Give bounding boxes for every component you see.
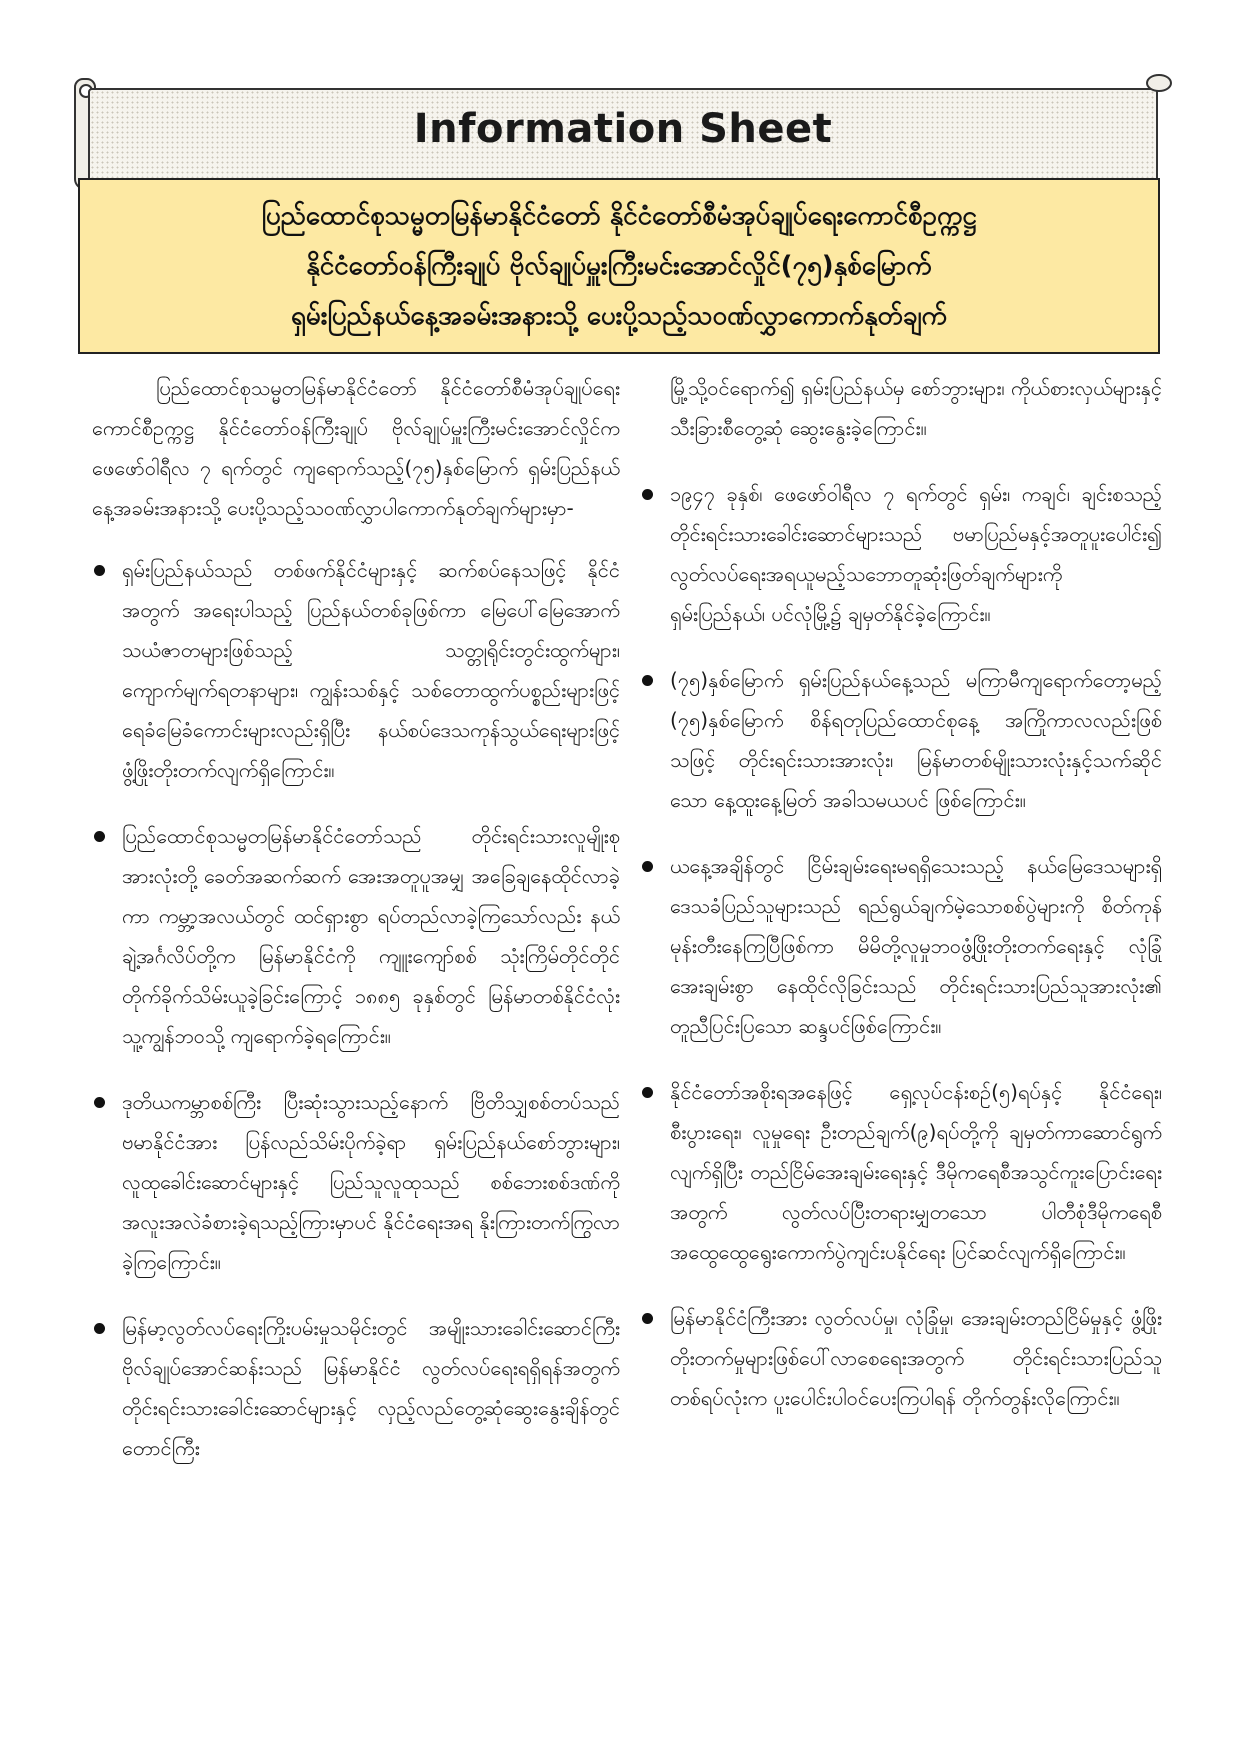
headline-box bbox=[78, 178, 1160, 354]
bullet-item bbox=[640, 474, 1162, 634]
bullet-item bbox=[92, 550, 620, 790]
bullet-text: ၁၉၄၇ ခုနှစ်၊ ဖေဖော်ဝါရီလ ၇ ရက်တွင် ရှမ်း၊ ကချင်၊ ချင်းစသည့် တိုင်းရင်းသားခေါင်းဆောင်များသည် ဗမာပြည်မနှင့်အတူပူးပေါင်း၍ လွတ်လပ်ရေးအရယူမည့်သဘောတူဆုံးဖြတ်ချက်များကို ရှမ်းပြည်နယ်၊ ပင်လုံမြို့၌ ချမှတ်နိုင်ခဲ့ကြောင်း။ bbox=[670, 482, 1162, 626]
bullet-item bbox=[92, 816, 620, 1056]
right-column bbox=[640, 368, 1162, 1444]
bullet-text: ယနေ့အချိန်တွင် ငြိမ်းချမ်းရေးမရရှိသေးသည့် နယ်မြေဒေသများရှိ ဒေသခံပြည်သူများသည် ရည်ရွယ်ချက်မဲ့သောစစ်ပွဲများကို စိတ်ကုန်မုန်းတီးနေကြပြီဖြစ်ကာ မိမိတို့လူမှုဘဝဖွံ့ဖြိုးတိုးတက်ရေးနှင့် လုံခြုံအေးချမ်းစွာ နေထိုင်လိုခြင်းသည် တိုင်းရင်းသားပြည်သူအားလုံး၏ တူညီပြင်းပြသော ဆန္ဒပင်ဖြစ်ကြောင်း။ bbox=[670, 854, 1162, 1038]
page-title: Information Sheet bbox=[413, 106, 833, 152]
bullet-text: ရှမ်းပြည်နယ်သည် တစ်ဖက်နိုင်ငံများနှင့် ဆက်စပ်နေသဖြင့် နိုင်ငံအတွက် အရေးပါသည့် ပြည်နယ်တစ်ခုဖြစ်ကာ မြေပေါ်မြေအောက်သယံဇာတများဖြစ်သည့် သတ္တုရိုင်းတွင်းထွက်များ၊ ကျောက်မျက်ရတနာများ၊ ကျွန်းသစ်နှင့် သစ်တောထွက်ပစ္စည်းများဖြင့် ရေခံမြေခံကောင်းများလည်းရှိပြီး နယ်စပ်ဒေသကုန်သွယ်ရေးများဖြင့် ဖွံ့ဖြိုးတိုးတက်လျက်ရှိကြောင်း။ bbox=[122, 558, 620, 782]
bullet-item bbox=[640, 1072, 1162, 1272]
bullet-text: မြန်မာ့လွတ်လပ်ရေးကြိုးပမ်းမှုသမိုင်းတွင် အမျိုးသားခေါင်းဆောင်ကြီး ဗိုလ်ချုပ်အောင်ဆန်းသည် မြန်မာနိုင်ငံ လွတ်လပ်ရေးရရှိရန်အတွက် တိုင်းရင်းသားခေါင်းဆောင်များနှင့် လှည့်လည်တွေ့ဆုံဆွေးနွေးချိန်တွင် တောင်ကြီး bbox=[122, 1316, 620, 1460]
bullet-continuation: မြို့သို့ဝင်ရောက်၍ ရှမ်းပြည်နယ်မှ စော်ဘွားများ၊ ကိုယ်စားလှယ်များနှင့် သီးခြားစီတွေ့ဆုံ ဆွေးနွေးခဲ့ကြောင်း။ bbox=[670, 376, 1162, 440]
bullet-dot-icon bbox=[642, 1087, 653, 1098]
bullet-text: နိုင်ငံတော်အစိုးရအနေဖြင့် ရှေ့လုပ်ငန်းစဉ်(၅)ရပ်နှင့် နိုင်ငံရေး၊ စီးပွားရေး၊ လူမှုရေး ဦးတည်ချက်(၉)ရပ်တို့ကို ချမှတ်ကာဆောင်ရွက်လျက်ရှိပြီး တည်ငြိမ်အေးချမ်းရေးနှင့် ဒီမိုကရေစီအသွင်ကူးပြောင်းရေးအတွက် လွတ်လပ်ပြီးတရားမျှတသော ပါတီစုံဒီမိုကရေစီ အထွေထွေရွေးကောက်ပွဲကျင်းပနိုင်ရေး ပြင်ဆင်လျက်ရှိကြောင်း။ bbox=[670, 1080, 1162, 1264]
bullet-dot-icon bbox=[94, 1097, 105, 1108]
bullet-item bbox=[92, 1308, 620, 1468]
bullet-dot-icon bbox=[642, 861, 653, 872]
bullet-item bbox=[92, 1082, 620, 1282]
bullet-item bbox=[640, 846, 1162, 1046]
bullet-dot-icon bbox=[642, 1313, 653, 1324]
bullet-dot-icon bbox=[94, 1323, 105, 1334]
bullet-item bbox=[640, 1298, 1162, 1418]
bullet-text: ဒုတိယကမ္ဘာစစ်ကြီး ပြီးဆုံးသွားသည့်နောက် ဗြိတိသျှစစ်တပ်သည် ဗမာနိုင်ငံအား ပြန်လည်သိမ်းပိုက်ခဲ့ရာ ရှမ်းပြည်နယ်စော်ဘွားများ၊ လူထုခေါင်းဆောင်များနှင့် ပြည်သူလူထုသည် စစ်ဘေးစစ်ဒဏ်ကို အလူးအလဲခံစားခဲ့ရသည့်ကြားမှာပင် နိုင်ငံရေးအရ နိုးကြားတက်ကြွလာခဲ့ကြကြောင်း။ bbox=[122, 1090, 620, 1274]
headline-line: ပြည်ထောင်စုသမ္မတမြန်မာနိုင်ငံတော် နိုင်ငံတော်စီမံအုပ်ချုပ်ရေးကောင်စီဥက္ကဋ္ဌ bbox=[261, 201, 977, 231]
headline-line: နိုင်ငံတော်ဝန်ကြီးချုပ် ဗိုလ်ချုပ်မှူးကြီးမင်းအောင်လှိုင်(၇၅)နှစ်မြောက် bbox=[306, 251, 932, 281]
bullet-text: ပြည်ထောင်စုသမ္မတမြန်မာနိုင်ငံတော်သည် တိုင်းရင်းသားလူမျိုးစုအားလုံးတို့ ခေတ်အဆက်ဆက် အေးအတူပူအမျှ အခြေချနေထိုင်လာခဲ့ကာ ကမ္ဘာ့အလယ်တွင် ထင်ရှားစွာ ရပ်တည်လာခဲ့ကြသော်လည်း နယ်ချဲ့အင်္ဂလိပ်တို့က မြန်မာနိုင်ငံကို ကျူးကျော်စစ် သုံးကြိမ်တိုင်တိုင် တိုက်ခိုက်သိမ်းယူခဲ့ခြင်းကြောင့် ၁၈၈၅ ခုနှစ်တွင် မြန်မာတစ်နိုင်ငံလုံး သူ့ကျွန်ဘဝသို့ ကျရောက်ခဲ့ရကြောင်း။ bbox=[122, 824, 620, 1048]
intro-paragraph: ပြည်ထောင်စုသမ္မတမြန်မာနိုင်ငံတော် နိုင်ငံတော်စီမံအုပ်ချုပ်ရေးကောင်စီဥက္ကဋ္ဌ နိုင်ငံတော်ဝန်ကြီးချုပ် ဗိုလ်ချုပ်မှူးကြီးမင်းအောင်လှိုင်က ဖေဖော်ဝါရီလ ၇ ရက်တွင် ကျရောက်သည့်(၇၅)နှစ်မြောက် ရှမ်းပြည်နယ်နေ့အခမ်းအနားသို့ ပေးပို့သည့်သဝဏ်လွှာပါကောက်နုတ်ချက်များမှာ- bbox=[92, 376, 620, 520]
bullet-item bbox=[640, 660, 1162, 820]
left-column bbox=[92, 368, 620, 1494]
bullet-dot-icon bbox=[94, 831, 105, 842]
bullet-dot-icon bbox=[94, 565, 105, 576]
bullet-dot-icon bbox=[642, 489, 653, 500]
headline-line: ရှမ်းပြည်နယ်နေ့အခမ်းအနားသို့ ပေးပို့သည့်သဝဏ်လွှာကောက်နုတ်ချက် bbox=[290, 301, 947, 331]
bullet-text: မြန်မာနိုင်ငံကြီးအား လွတ်လပ်မှု၊ လုံခြုံမှု၊ အေးချမ်းတည်ငြိမ်မှုနှင့် ဖွံ့ဖြိုးတိုးတက်မှုများဖြစ်ပေါ်လာစေရေးအတွက် တိုင်းရင်းသားပြည်သူတစ်ရပ်လုံးက ပူးပေါင်းပါဝင်ပေးကြပါရန် တိုက်တွန်းလိုကြောင်း။ bbox=[670, 1306, 1162, 1410]
bullet-text: (၇၅)နှစ်မြောက် ရှမ်းပြည်နယ်နေ့သည် မကြာမီကျရောက်တော့မည့် (၇၅)နှစ်မြောက် စိန်ရတုပြည်ထောင်စုနေ့ အကြိုကာလလည်းဖြစ်သဖြင့် တိုင်းရင်းသားအားလုံး၊ မြန်မာတစ်မျိုးသားလုံးနှင့်သက်ဆိုင်သော နေ့ထူးနေ့မြတ် အခါသမယပင် ဖြစ်ကြောင်း။ bbox=[670, 668, 1162, 812]
scroll-curl-right bbox=[1146, 74, 1172, 92]
bullet-dot-icon bbox=[642, 675, 653, 686]
